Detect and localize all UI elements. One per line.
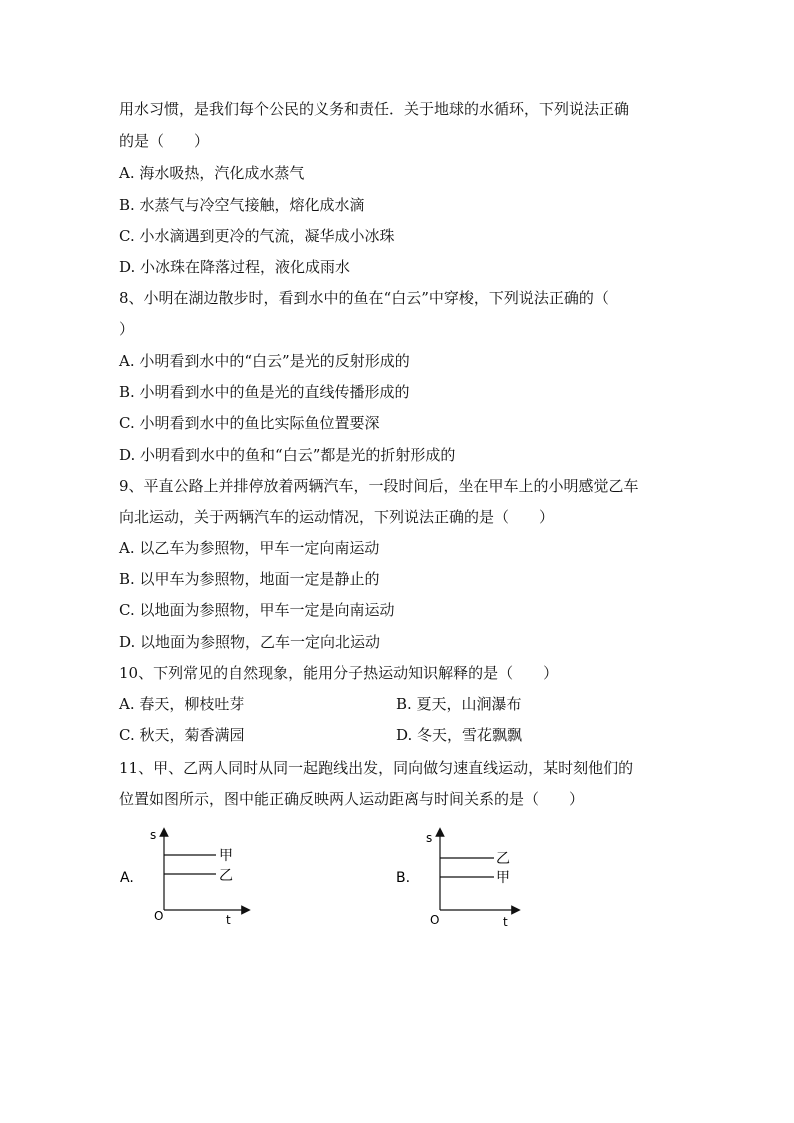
option-d: D. 小明看到水中的鱼和“白云”都是光的折射形成的 xyxy=(119,446,456,464)
option-a: A. 春天，柳枝吐芽 xyxy=(119,695,245,713)
option-b: B. 以甲车为参照物，地面一定是静止的 xyxy=(119,570,380,588)
option-d: D. 以地面为参照物，乙车一定向北运动 xyxy=(119,633,381,651)
text-line: 的是（ ） xyxy=(119,132,210,150)
option-label: B. xyxy=(396,870,411,886)
text-line: ） xyxy=(119,320,135,338)
y-axis-label: s xyxy=(426,831,433,845)
text-line: 向北运动，关于两辆汽车的运动情况，下列说法正确的是（ ） xyxy=(119,508,555,526)
option-d: D. 冬天，雪花飘飘 xyxy=(396,726,523,744)
upper-series-label: 乙 xyxy=(496,851,510,867)
question-10: 10、下列常见的自然现象，能用分子热运动知识解释的是（ ） xyxy=(119,664,559,682)
option-a: A. 以乙车为参照物，甲车一定向南运动 xyxy=(119,539,380,557)
question-11: 11、甲、乙两人同时从同一起跑线出发，同向做匀速直线运动，某时刻他们的 xyxy=(119,759,634,777)
origin-label: O xyxy=(430,913,440,927)
graph-option-a xyxy=(110,822,260,932)
lower-series-label: 甲 xyxy=(496,870,510,886)
option-d: D. 小冰珠在降落过程，液化成雨水 xyxy=(119,258,351,276)
x-axis-label: t xyxy=(226,913,231,927)
text-line: 用水习惯，是我们每个公民的义务和责任．关于地球的水循环，下列说法正确 xyxy=(119,100,630,118)
option-a: A. 小明看到水中的“白云”是光的反射形成的 xyxy=(119,352,410,370)
option-a: A. 海水吸热，汽化成水蒸气 xyxy=(119,164,305,182)
x-axis-label: t xyxy=(503,915,508,929)
lower-series-label: 乙 xyxy=(219,868,233,884)
option-b: B. 小明看到水中的鱼是光的直线传播形成的 xyxy=(119,383,410,401)
origin-label: O xyxy=(154,909,164,923)
y-axis-label: s xyxy=(150,828,157,842)
question-9: 9、平直公路上并排停放着两辆汽车，一段时间后，坐在甲车上的小明感觉乙车 xyxy=(119,477,639,495)
option-c: C. 秋天，菊香满园 xyxy=(119,726,245,744)
graph-option-b xyxy=(386,822,536,932)
option-b: B. 水蒸气与冷空气接触，熔化成水滴 xyxy=(119,196,365,214)
option-c: C. 小明看到水中的鱼比实际鱼位置要深 xyxy=(119,414,380,432)
question-8: 8、小明在湖边散步时，看到水中的鱼在“白云”中穿梭，下列说法正确的（ xyxy=(119,289,609,307)
text-line: 位置如图所示，图中能正确反映两人运动距离与时间关系的是（ ） xyxy=(119,790,585,808)
option-b: B. 夏天，山涧瀑布 xyxy=(396,695,522,713)
option-c: C. 以地面为参照物，甲车一定是向南运动 xyxy=(119,601,395,619)
upper-series-label: 甲 xyxy=(219,848,233,864)
option-c: C. 小水滴遇到更冷的气流，凝华成小冰珠 xyxy=(119,227,395,245)
option-label: A. xyxy=(120,870,134,886)
